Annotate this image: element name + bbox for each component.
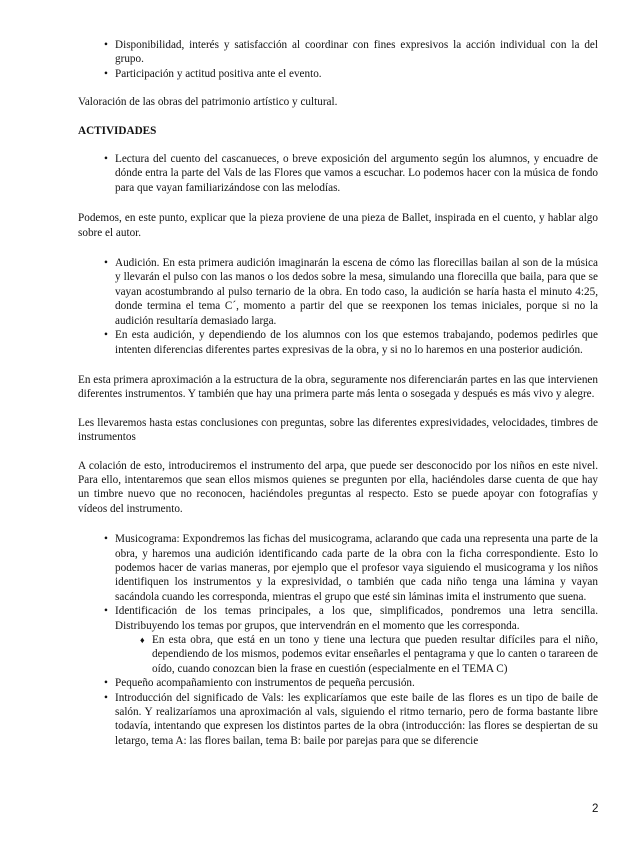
page-content	[78, 38, 598, 748]
sub-list-item: ♦ En esta obra, que está en un tono y tiene una lectura que pueden resultar difíciles para el niño, dependiendo de los mismos, podemos evitar enseñarles el pentagrama y que lo canten o tarareen de oído, cuando conozcan bien la frase en cuestión (especialmente en el TEMA C)	[140, 633, 598, 676]
identificacion-text: Identificación de los temas principales, a los que, simplificados, pondremos una letra sencilla. Distribuyendo los temas por grupos, que intervendrán en el momento que les corresponda.	[115, 605, 598, 632]
list-item: • Lectura del cuento del cascanueces, o breve exposición del argumento según los alumnos, y encuadre de dónde entra la parte del Vals de las Flores que vamos a escuchar. Lo podemos hacer con la música de fondo para que vayan familiarizándose con las melodías.	[104, 152, 598, 195]
list-item: • Audición. En esta primera audición imaginarán la escena de cómo las florecillas bailan al son de la música y llevarán el pulso con las manos o los dedos sobre la mesa, simulando una florecilla que baila, para que se vayan acostumbrando al pulso ternario de la obra. En todo caso, la audición se haría hasta el minuto 4:25, donde termina el tema C´, momento a partir del que se reexponen los temas iniciales, porque si no la audición resultaría demasiado larga.	[104, 256, 598, 328]
conclusions-paragraph: Les llevaremos hasta estas conclusiones con preguntas, sobre las diferentes expresividades, velocidades, timbres de instrumentos	[78, 416, 598, 444]
list-item: • Disponibilidad, interés y satisfacción al coordinar con fines expresivos la acción individual con la del grupo.	[104, 38, 598, 67]
list-item: • Pequeño acompañamiento con instrumentos de pequeña percusión.	[104, 676, 598, 690]
page-number: 2	[592, 803, 599, 815]
attitude-bullet-list	[104, 38, 598, 81]
ballet-paragraph: Podemos, en este punto, explicar que la pieza proviene de una pieza de Ballet, inspirada en el cuento, y hablar algo sobre el autor.	[78, 212, 598, 239]
list-item: • Musicograma: Expondremos las fichas del musicograma, aclarando que cada una representa una parte de la obra, y haremos una audición identificando cada parte de la obra con la ficha correspondiente. Esto lo podemos hacer de varias maneras, por ejemplo que el profesor vaya siguiendo el musicograma y los niños identifiquen los instrumentos y la expresividad, o también que cada niño tenga una lámina y vayan sacándola cuando les corresponda, mientras el grupo que esté sin láminas imita el instrumento que suena.	[104, 532, 598, 604]
structure-paragraph: En esta primera aproximación a la estructura de la obra, seguramente nos diferenciarán partes en las que intervienen diferentes instrumentos. Y también que hay una primera parte más lenta o sosegada y después es más vivo y alegre.	[78, 373, 598, 401]
reading-bullet-list	[104, 152, 598, 195]
list-item: • Participación y actitud positiva ante el evento.	[104, 67, 598, 81]
audition-bullet-list	[104, 256, 598, 357]
activities-heading: ACTIVIDADES	[78, 124, 157, 137]
list-item: • En esta audición, y dependiendo de los alumnos con los que estemos trabajando, podemos pedirles que intenten diferencias diferentes partes expresivas de la obra, y si no lo haremos en una posterior audición.	[104, 328, 598, 357]
activities-bullet-list	[104, 532, 598, 748]
sub-bullet-list	[140, 633, 598, 676]
harp-paragraph: A colación de esto, introduciremos el instrumento del arpa, que puede ser desconocido por los niños en este nivel. Para ello, intentaremos que sean ellos mismos quienes se pregunten por ella, haciéndoles darse cuenta de que hay un timbre nuevo que no reconocen, haciéndoles preguntas al respecto. Esto se puede apoyar con fotografías y vídeos del instrumento.	[78, 459, 598, 515]
list-item: • Introducción del significado de Vals: les explicaríamos que este baile de las flores es un tipo de baile de salón. Y realizaríamos una aproximación al vals, siguiendo el ritmo ternario, pero de forma bastante libre todavía, intentando que expresen los distintos partes de la obra (introducción: las flores se despiertan de su letargo, tema A: las flores bailan, tema B: baile por parejas para que se diferencie	[104, 691, 598, 749]
list-item	[104, 604, 598, 676]
valoracion-paragraph: Valoración de las obras del patrimonio artístico y cultural.	[78, 96, 338, 109]
